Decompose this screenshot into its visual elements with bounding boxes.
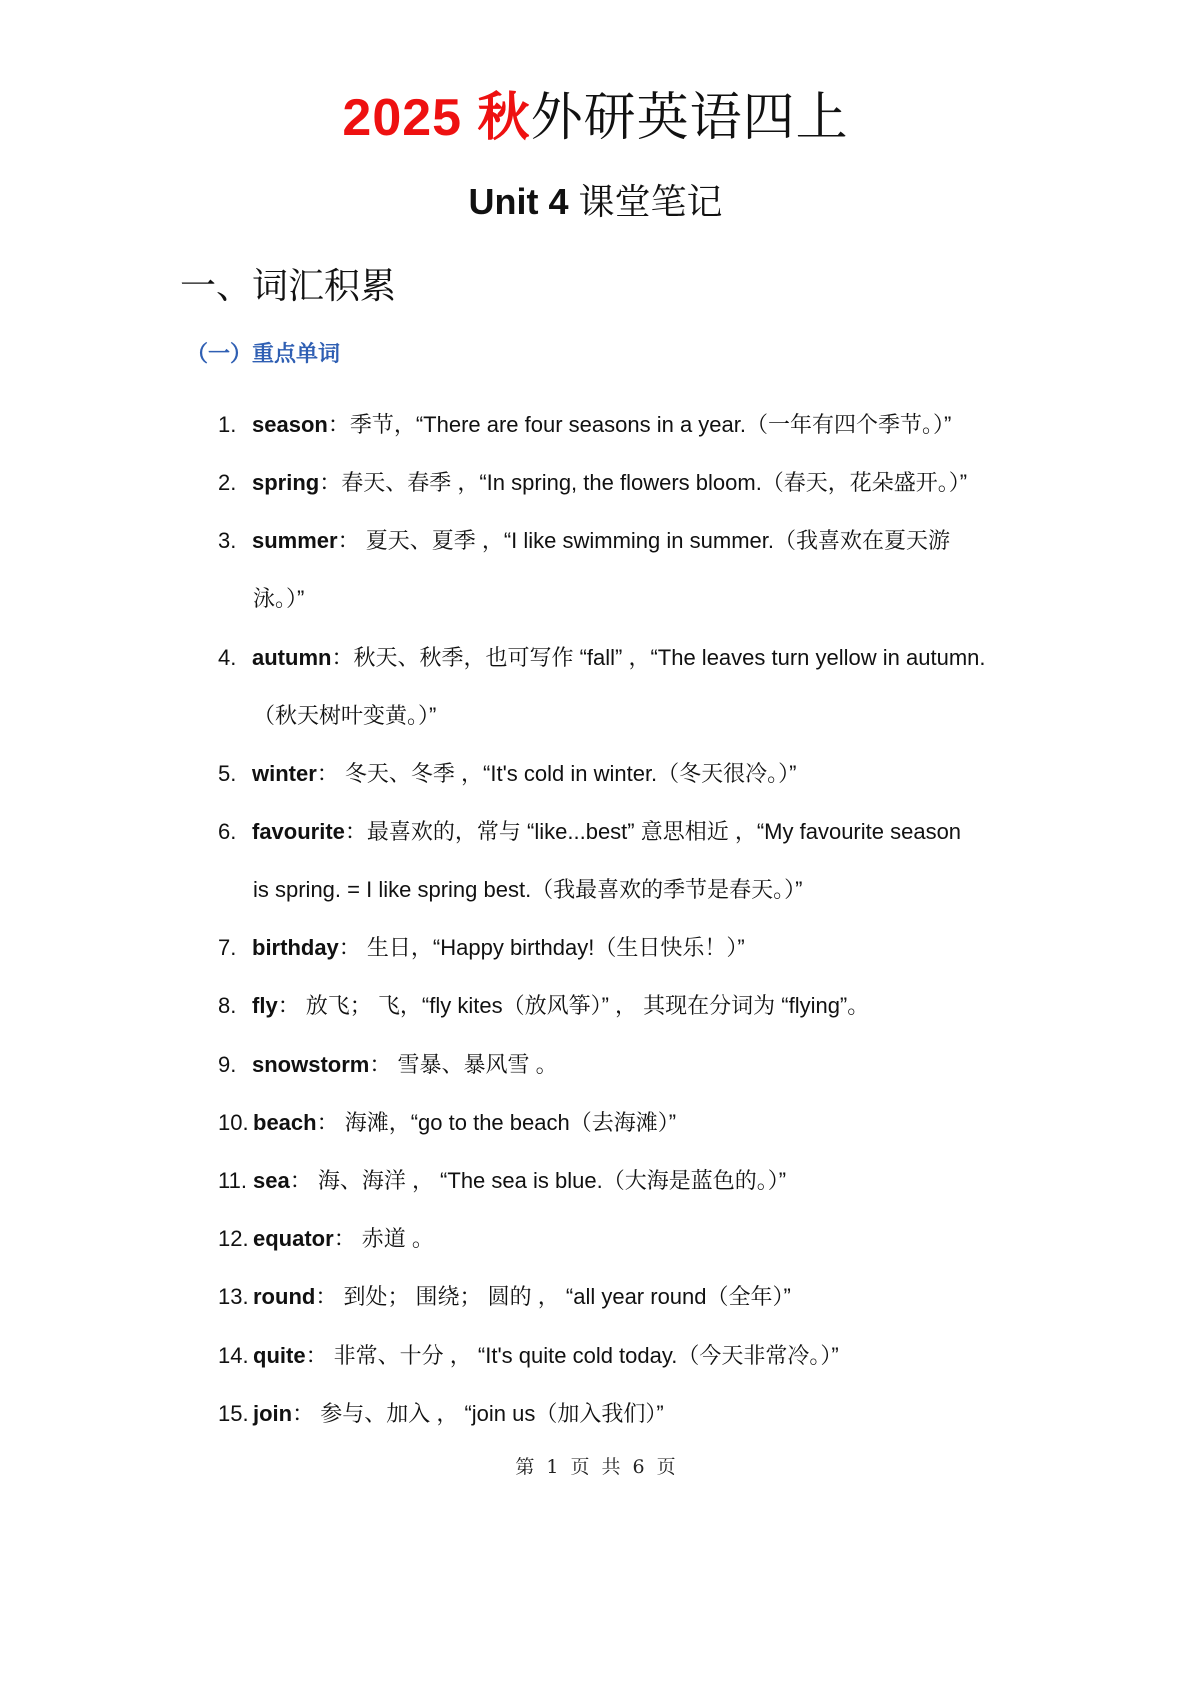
list-item	[218, 1108, 676, 1138]
vocab-word: birthday	[252, 935, 339, 960]
document-subtitle	[0, 180, 1191, 225]
item-number: 3.	[218, 528, 237, 553]
list-item	[218, 1166, 786, 1196]
list-item	[218, 1341, 839, 1371]
vocab-definition: ： 海滩，“go to the beach（去海滩）”	[316, 1110, 677, 1135]
vocab-word: summer	[252, 528, 338, 553]
vocab-definition: ： 非常、十分 ， “It's quite cold today.（今天非常冷。）”	[305, 1343, 839, 1368]
vocab-definition: ：春天、春季 ，“In spring, the flowers bloom.（春天，花朵盛开。）”	[319, 470, 968, 495]
vocab-word: equator	[253, 1226, 334, 1251]
vocab-word: season	[252, 412, 328, 437]
subtitle-notes: 课堂笔记	[578, 182, 723, 223]
item-number: 1.	[218, 412, 237, 437]
title-course: 外研英语四上	[530, 88, 849, 148]
subtitle-unit: Unit 4	[468, 181, 579, 222]
list-item-continuation: is spring. = I like spring best.（我最喜欢的季节是春天。）”	[253, 877, 803, 902]
item-number: 12.	[218, 1226, 249, 1251]
item-number: 8.	[218, 993, 237, 1018]
vocab-definition: ： 冬天、冬季 ，“It's cold in winter.（冬天很冷。）”	[316, 761, 797, 786]
list-item	[218, 817, 961, 847]
vocab-definition: ： 到处； 围绕； 圆的 ， “all year round（全年）”	[315, 1284, 791, 1309]
section-heading: 一、词汇积累	[180, 266, 397, 307]
item-number: 14.	[218, 1343, 249, 1368]
item-number: 4.	[218, 645, 237, 670]
list-item	[218, 1224, 434, 1254]
vocab-word: favourite	[252, 819, 345, 844]
list-item	[218, 1399, 664, 1429]
list-item	[218, 1050, 558, 1080]
list-item	[218, 759, 797, 789]
vocab-definition: ： 生日，“Happy birthday!（生日快乐！）”	[338, 935, 745, 960]
item-number: 5.	[218, 761, 237, 786]
vocab-definition: ： 海、海洋 ， “The sea is blue.（大海是蓝色的。）”	[289, 1168, 787, 1193]
list-item	[218, 933, 745, 963]
item-number: 10.	[218, 1110, 249, 1135]
vocab-word: join	[253, 1401, 293, 1426]
vocab-word: round	[253, 1284, 316, 1309]
vocab-word: spring	[252, 470, 320, 495]
vocab-definition: ： 参与、加入 ， “join us（加入我们）”	[292, 1401, 664, 1426]
vocab-word: winter	[252, 761, 317, 786]
list-item	[218, 468, 967, 498]
item-number: 2.	[218, 470, 237, 495]
vocab-word: beach	[253, 1110, 317, 1135]
list-item-continuation: 泳。）”	[253, 586, 305, 611]
list-item	[218, 410, 951, 440]
item-number: 7.	[218, 935, 237, 960]
vocab-definition: ： 夏天、夏季 ，“I like swimming in summer.（我喜欢在夏天游	[337, 528, 950, 553]
item-number: 6.	[218, 819, 237, 844]
list-item	[218, 991, 869, 1021]
vocab-word: fly	[252, 993, 278, 1018]
subsection-heading: （一）重点单词	[186, 342, 341, 367]
item-number: 15.	[218, 1401, 249, 1426]
vocab-definition: ：最喜欢的，常与 “like...best” 意思相近 ，“My favourite season	[344, 819, 962, 844]
title-year-season: 2025 秋	[342, 89, 531, 147]
page-number: 第 1 页 共 6 页	[515, 1456, 676, 1478]
item-number: 9.	[218, 1052, 237, 1077]
list-item-continuation: （秋天树叶变黄。）”	[253, 703, 437, 728]
list-item	[218, 526, 950, 556]
vocab-word: quite	[253, 1343, 306, 1368]
item-number: 11.	[218, 1168, 247, 1193]
vocab-word: sea	[253, 1168, 290, 1193]
document-title	[0, 88, 1191, 148]
vocab-word: snowstorm	[252, 1052, 370, 1077]
list-item	[218, 1282, 791, 1312]
vocab-definition: ： 赤道 。	[333, 1226, 434, 1251]
vocab-definition: ： 放飞； 飞，“fly kites（放风筝）” ， 其现在分词为 “flying”。	[277, 993, 870, 1018]
item-number: 13.	[218, 1284, 249, 1309]
list-item	[218, 643, 986, 673]
vocab-definition: ： 雪暴、暴风雪 。	[369, 1052, 558, 1077]
vocab-word: autumn	[252, 645, 332, 670]
vocab-definition: ：季节，“There are four seasons in a year.（一年有四个季节。）”	[327, 412, 952, 437]
vocab-definition: ：秋天、秋季，也可写作 “fall” ，“The leaves turn yellow in autumn.	[331, 645, 986, 670]
